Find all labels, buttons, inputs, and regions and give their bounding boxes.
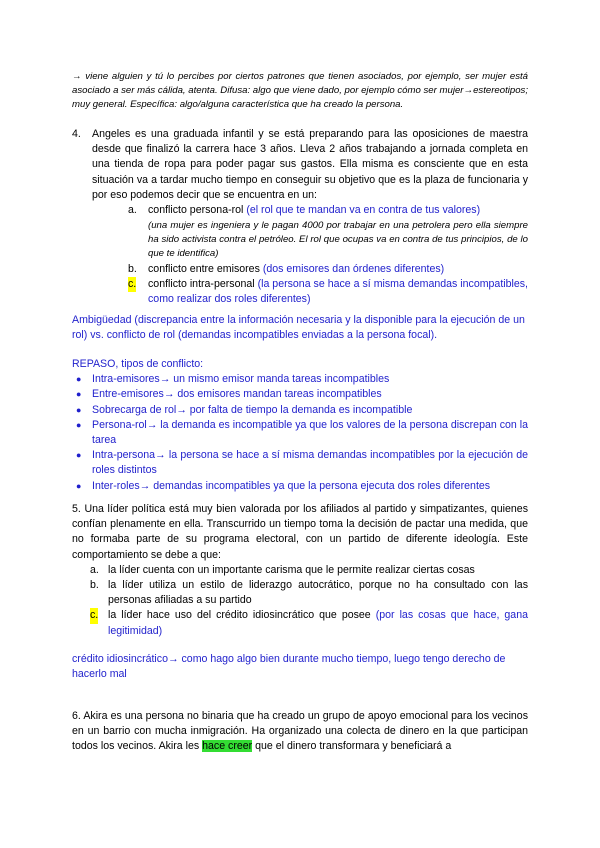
list-item: ● Sobrecarga de rol→ por falta de tiempo la demanda es incompatible (76, 403, 413, 416)
repaso-section (72, 357, 528, 494)
q5-option-a-letter: a. (90, 563, 99, 576)
question-4-number: 4. (72, 128, 81, 140)
intro-note: → viene alguien y tú lo percibes por ciertos patrones que tienen asociados, por ejemplo, ser mujer está asociado a ser más cálida, atenta. Difusa: algo que viene dado, por ejemplo cómo ser mujer→estereotipos; muy general. Específica: algo/alguna característica que ha creado la persona. (72, 71, 528, 110)
q5-option-c-text: la líder hace uso del crédito idiosincrático que posee (108, 609, 371, 622)
q4-option-b-letter: b. (128, 262, 137, 275)
question-6-highlight: hace creer (202, 740, 253, 753)
q4-option-c-text: conflicto intra-personal (148, 278, 255, 291)
q5-option-b-text: la líder utiliza un estilo de liderazgo autocrático, porque no ha consultado con las personas afiliadas a su partido (108, 579, 528, 607)
list-item: ● Intra-persona→ la persona se hace a sí misma demandas incompatibles por la ejecución de roles distintos (76, 449, 528, 477)
question-6 (72, 709, 528, 755)
q5-option-c (90, 608, 528, 638)
q4-option-c-note: (la persona se hace a sí misma demandas incompatibles, como realizar dos roles diferentes) (148, 278, 528, 306)
ambiguity-note: Ambigüedad (discrepancia entre la información necesaria y la disponible para la ejecución de un rol) vs. conflicto de rol (demandas incompatibles enviadas a la persona focal). (72, 314, 525, 342)
q4-option-a (128, 203, 528, 218)
question-4 (72, 127, 528, 308)
question-6-text-end: que el dinero transformara y beneficiará a (252, 740, 452, 753)
q5-option-b-letter: b. (90, 579, 99, 592)
question-5-text: 5. Una líder política está muy bien valorada por los afiliados al partido y simpatizantes, quienes confían plenamente en ella. Transcurrido un tiempo toma la decisión de pactar una medida, que no formaba parte de su programa electoral, con un partido de diferente ideología. Este comportamiento se debe a que: (72, 503, 528, 561)
list-item: ● Intra-emisores→ un mismo emisor manda tareas incompatibles (76, 373, 390, 386)
q4-option-c-letter: c. (128, 277, 136, 292)
q4-option-c (128, 277, 528, 307)
q5-option-b (90, 578, 528, 608)
q4-option-a-example: (una mujer es ingeniera y le pagan 4000 por trabajar en una petrolera pero ella siempre ha sido activista contra el petróleo. El rol que ocupas va en contra de tus principios, de lo que te identifica) (148, 220, 528, 260)
q4-option-a-text: conflicto persona-rol (148, 204, 244, 217)
q4-option-a-note: (el rol que te mandan va en contra de tus valores) (246, 204, 481, 217)
q5-option-a-text: la líder cuenta con un importante carisma que le permite realizar ciertas cosas (108, 563, 475, 576)
q4-option-a-letter: a. (128, 204, 137, 217)
question-4-text: Angeles es una graduada infantil y se está preparando para las oposiciones de maestra desde que finalizó la carrera hace 3 años. Lleva 2 años trabajando a jornada completa en una tienda de ropa para poder pagar sus gastos. Ella misma es consciente que en esta situación va a tardar mucho tiempo en conseguir su objetivo que es la plaza de funcionaria y por eso podemos decir que se encuentra en un: (92, 128, 528, 201)
q5-option-c-letter: c. (90, 608, 98, 623)
list-item: ● Inter-roles→ demandas incompatibles ya que la persona ejecuta dos roles diferentes (76, 479, 491, 492)
q4-option-b-text: conflicto entre emisores (148, 262, 260, 275)
list-item: ● Persona-rol→ la demanda es incompatible ya que los valores de la persona discrepan con la tarea (76, 418, 528, 447)
q5-option-c-note: (por las cosas que hace, gana legitimidad) (108, 609, 528, 637)
repaso-list (72, 372, 528, 494)
credit-note: crédito idiosincrático→ como hago algo bien durante mucho tiempo, luego tengo derecho de hacerlo mal (72, 653, 506, 681)
question-6-text: 6. Akira es una persona no binaria que ha creado un grupo de apoyo emocional para los vecinos en un barrio con mucha inmigración. Ha organizado una colecta de dinero en la que participan todos los vecinos. Akira les (72, 710, 528, 753)
list-item: ● Entre-emisores→ dos emisores mandan tareas incompatibles (76, 388, 382, 401)
q4-option-b-note: (dos emisores dan órdenes diferentes) (262, 262, 445, 275)
q4-option-b (128, 262, 528, 277)
question-5 (72, 502, 528, 639)
repaso-title: REPASO, tipos de conflicto: (72, 358, 204, 370)
q5-option-a (90, 563, 528, 578)
